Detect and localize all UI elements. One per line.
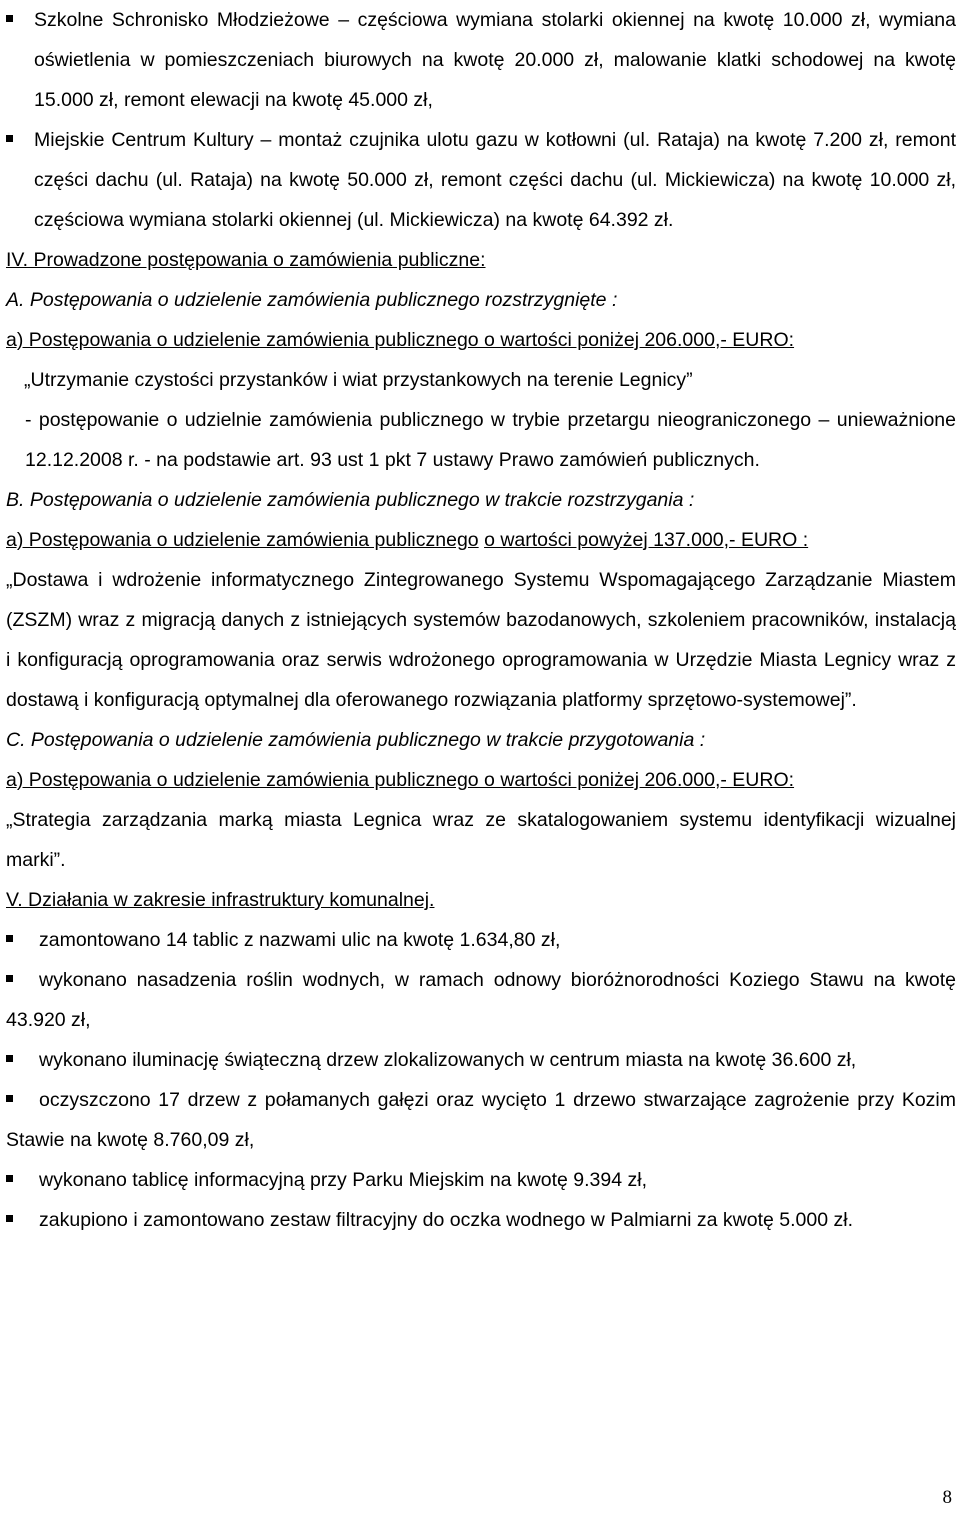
- tender-note: - postępowanie o udzielnie zamówienia publicznego w trybie przetargu nieograniczonego – unieważnione 12.12.2008 r. - na podstawie art. 93 ust 1 pkt 7 ustawy Prawo zamówień publicznych.: [25, 409, 956, 471]
- subsection-c-criteria: a) Postępowania o udzielenie zamówienia publicznego o wartości poniżej 206.000,- EURO:: [6, 769, 795, 791]
- subsection-b-criteria-part1: a) Postępowania o udzielenie zamówienia publicznego: [6, 529, 479, 551]
- bullet-icon: [6, 135, 13, 142]
- intro-item: Miejskie Centrum Kultury – montaż czujnika ulotu gazu w kotłowni (ul. Rataja) na kwotę 7.200 zł, remont części dachu (ul. Rataja) na kwotę 50.000 zł, remont części dachu (ul. Mickiewicza) na kwotę 10.000 zł, częściowa wymiana stolarki okiennej (ul. Mickiewicza) na kwotę 64.392 zł.: [6, 120, 956, 240]
- list-item: zakupiono i zamontowano zestaw filtracyjny do oczka wodnego w Palmiarni za kwotę 5.000 zł.: [6, 1200, 956, 1240]
- section-heading-iv: IV. Prowadzone postępowania o zamówienia publiczne:: [6, 249, 486, 271]
- intro-item: Szkolne Schronisko Młodzieżowe – częściowa wymiana stolarki okiennej na kwotę 10.000 zł, wymiana oświetlenia w pomieszczeniach biurowych na kwotę 20.000 zł, malowanie klatki schodowej na kwotę 15.000 zł, remont elewacji na kwotę 45.000 zł,: [6, 0, 956, 120]
- bullet-icon: [6, 1095, 13, 1102]
- list-item: wykonano nasadzenia roślin wodnych, w ramach odnowy bioróżnorodności Koziego Stawu na kwotę 43.920 zł,: [6, 969, 956, 1031]
- subsection-a-criteria: a) Postępowania o udzielenie zamówienia publicznego o wartości poniżej 206.000,- EURO:: [6, 329, 795, 351]
- page-number: 8: [942, 1487, 952, 1508]
- document-page: [6, 0, 956, 1240]
- tender-title: „Strategia zarządzania marką miasta Legnica wraz ze skatalogowaniem systemu identyfikacji wizualnej marki”.: [6, 809, 956, 871]
- bullet-icon: [6, 975, 13, 982]
- list-item: wykonano iluminację świąteczną drzew zlokalizowanych w centrum miasta na kwotę 36.600 zł,: [6, 1040, 956, 1080]
- tender-title: „Utrzymanie czystości przystanków i wiat przystankowych na terenie Legnicy”: [24, 369, 693, 391]
- bullet-icon: [6, 1055, 13, 1062]
- list-item: oczyszczono 17 drzew z połamanych gałęzi oraz wycięto 1 drzewo stwarzające zagrożenie przy Kozim Stawie na kwotę 8.760,09 zł,: [6, 1089, 956, 1151]
- subsection-b-criteria-part2: o wartości powyżej 137.000,- EURO :: [484, 529, 809, 551]
- tender-title: „Dostawa i wdrożenie informatycznego Zintegrowanego Systemu Wspomagającego Zarządzanie Miastem (ZSZM) wraz z migracją danych z istniejących systemów bazodanowych, szkoleniem pracowników, instalacją i konfiguracją oprogramowania oraz serwis wdrożonego oprogramowania w Urzędzie Miasta Legnicy wraz z dostawą i konfiguracją optymalnej dla oferowanego rozwiązania platformy sprzętowo-systemowej”.: [6, 569, 956, 711]
- subsection-heading-c: C. Postępowania o udzielenie zamówienia publicznego w trakcie przygotowania :: [6, 729, 706, 751]
- subsection-heading-b: B. Postępowania o udzielenie zamówienia publicznego w trakcie rozstrzygania :: [6, 489, 695, 511]
- list-item: wykonano tablicę informacyjną przy Parku Miejskim na kwotę 9.394 zł,: [6, 1160, 956, 1200]
- bullet-icon: [6, 15, 13, 22]
- subsection-heading-a: A. Postępowania o udzielenie zamówienia publicznego rozstrzygnięte :: [6, 289, 618, 311]
- bullet-icon: [6, 1215, 13, 1222]
- section-heading-v: V. Działania w zakresie infrastruktury komunalnej.: [6, 889, 435, 911]
- subsection-b-criteria: [6, 520, 956, 560]
- bullet-icon: [6, 935, 13, 942]
- list-item: zamontowano 14 tablic z nazwami ulic na kwotę 1.634,80 zł,: [6, 920, 956, 960]
- bullet-icon: [6, 1175, 13, 1182]
